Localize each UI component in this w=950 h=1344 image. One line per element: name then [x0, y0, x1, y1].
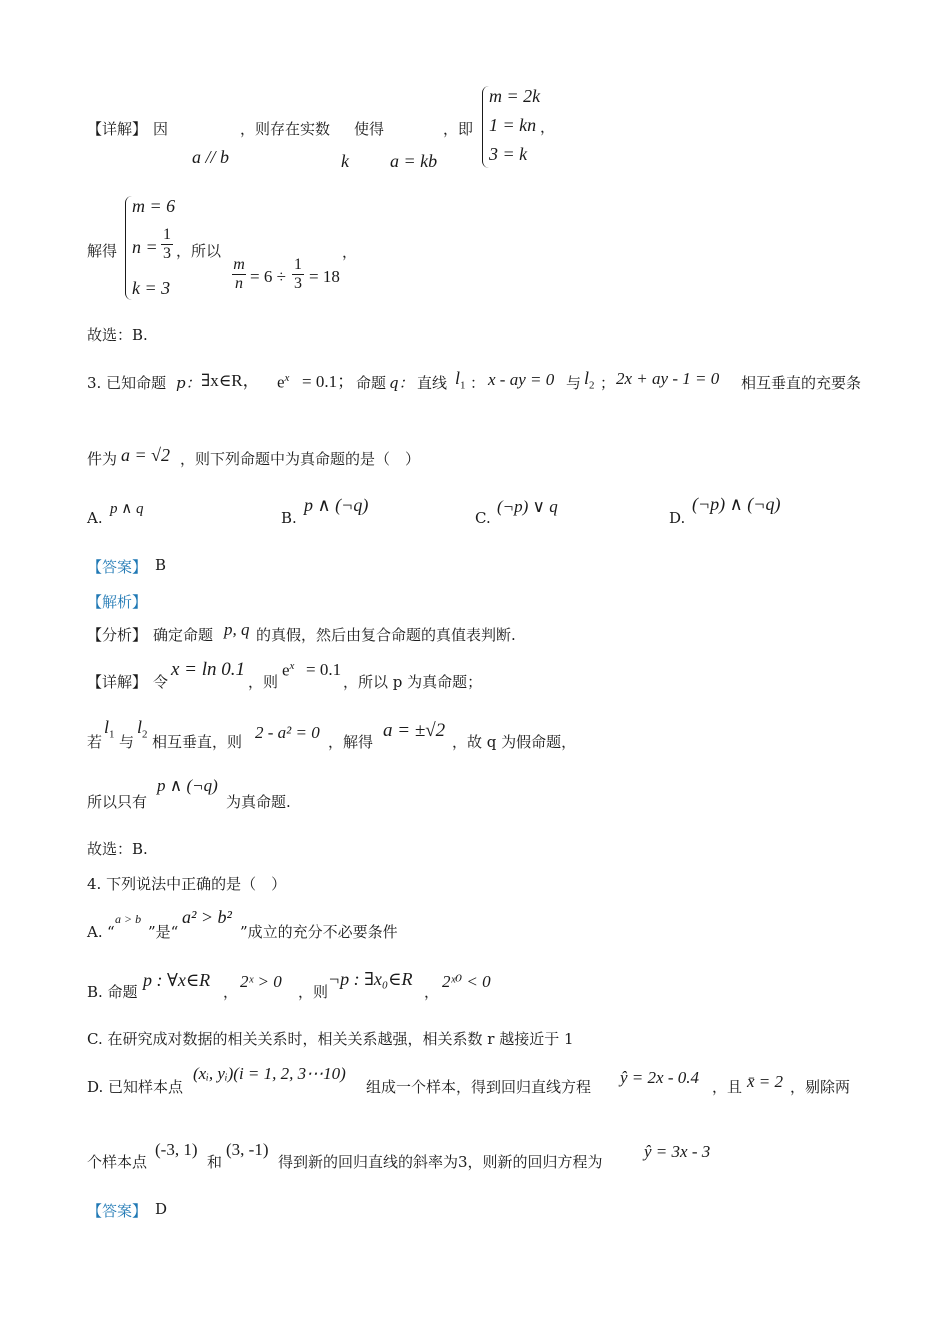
- frac-num: 1: [163, 226, 171, 243]
- math-l: l: [104, 717, 110, 737]
- math-parallel: a // b: [192, 147, 230, 167]
- choice-text: 故选：B.: [87, 326, 148, 344]
- frac-den: 3: [294, 275, 302, 292]
- option-label: D.: [669, 509, 686, 527]
- math-expr: ŷ = 3x - 3: [644, 1142, 711, 1161]
- detail-text: 令: [153, 673, 169, 691]
- option-text: ，且: [712, 1078, 743, 1096]
- system-eq: 1 = kn: [489, 115, 537, 135]
- math-e: e: [282, 660, 290, 680]
- fenxi-label: 【分析】: [87, 626, 148, 644]
- detail-text: 使得: [354, 120, 385, 138]
- choice-text: 故选：B.: [87, 840, 148, 858]
- math-exp: [277, 372, 289, 393]
- so-text: ，所以: [176, 242, 222, 260]
- q3-p: p：: [176, 374, 201, 392]
- math-l2: [137, 717, 148, 742]
- detail-label: 【详解】: [87, 673, 148, 691]
- answer-value: B: [155, 556, 167, 574]
- math-x: x = ln 0.1: [171, 659, 246, 680]
- analysis-label: 【解析】: [87, 593, 148, 611]
- system-brace: [125, 196, 132, 300]
- system-eq: m = 6: [132, 196, 176, 216]
- detail-text: ，则存在实数: [240, 120, 331, 138]
- math-exists: ∃x∈R，: [201, 371, 260, 390]
- math-expr: ŷ = 2x - 0.4: [620, 1068, 699, 1087]
- math-expr: p ∧ (¬q): [157, 776, 218, 795]
- detail-text: ，则: [248, 673, 279, 691]
- option-text: 得到新的回归直线的斜率为3，则新的回归方程为: [278, 1153, 603, 1171]
- option-expr: p ∧ q: [110, 501, 144, 517]
- math-expr: (-3, 1): [155, 1140, 198, 1159]
- math-expr: (3, -1): [226, 1140, 269, 1159]
- answer-value: D: [155, 1200, 168, 1218]
- option-text: ”成立的充分不必要条件: [240, 923, 398, 941]
- detail-label: 【详解】: [87, 120, 148, 138]
- system-eq: m = 2k: [489, 86, 541, 106]
- q3-stem: 直线: [417, 374, 448, 392]
- option-text: ，: [424, 983, 440, 1001]
- system-eq: k = 3: [132, 278, 171, 298]
- option-expr: (¬p) ∧ (¬q): [692, 494, 781, 514]
- detail-text: 为真命题.: [226, 793, 291, 811]
- fraction: [161, 226, 173, 263]
- solve-text: 解得: [87, 242, 118, 260]
- math-expr: 2ˣ > 0: [240, 972, 282, 991]
- option-text: ”是“: [148, 923, 179, 941]
- math-expr: a > b: [115, 912, 142, 926]
- fraction: [292, 256, 304, 293]
- math-pq: p, q: [224, 620, 250, 639]
- q3-stem: ，则下列命题中为真命题的是（ ）: [180, 450, 421, 468]
- answer-label: 【答案】: [87, 558, 148, 576]
- system-eq: n =: [132, 237, 158, 257]
- option-text: “: [107, 923, 115, 941]
- comma: ，: [342, 243, 358, 261]
- detail-text: ，故 q 为假命题，: [452, 733, 577, 751]
- option-text: 和: [207, 1153, 223, 1171]
- option-label: A.: [87, 923, 103, 941]
- math-result: = 18: [309, 267, 340, 286]
- math-l1: [104, 717, 115, 742]
- detail-text: 与: [119, 733, 135, 751]
- fraction-mn: [232, 256, 246, 293]
- math-sub: 2: [142, 728, 148, 741]
- math-l1: [455, 368, 466, 393]
- detail-text: 相互垂直，则: [152, 733, 243, 751]
- math-k: k: [341, 151, 349, 171]
- math-eq2: 2x + ay - 1 = 0: [616, 369, 720, 388]
- detail-text: ，所以 p 为真命题；: [343, 673, 483, 691]
- option-text: ，: [223, 983, 239, 1001]
- option-label: B. 命题: [87, 983, 138, 1001]
- math-exp-val: = 0.1: [306, 660, 342, 679]
- colon: ；: [600, 374, 616, 392]
- frac-num: 1: [294, 256, 302, 273]
- option-label: C.: [475, 509, 491, 527]
- option-label: D. 已知样本点: [87, 1078, 184, 1096]
- math-l: l: [137, 717, 143, 737]
- option-text: 个样本点: [87, 1153, 148, 1171]
- option-text: ，剔除两: [790, 1078, 851, 1096]
- fenxi-text: 确定命题: [153, 626, 214, 644]
- math-sup: x: [284, 372, 290, 384]
- math-expr: p : ∀x∈R: [143, 970, 211, 990]
- math-sub: 1: [109, 728, 115, 741]
- q3-stem: 命题: [356, 374, 387, 392]
- math-expr: x̄ = 2: [747, 1072, 784, 1091]
- comma: ，: [540, 118, 556, 136]
- math-expr: ¬p : ∃x₀∈R: [328, 969, 413, 989]
- math-sol: a = ±√2: [383, 720, 446, 741]
- math-l2: [584, 368, 595, 393]
- detail-text: ，即: [443, 120, 474, 138]
- math-exp-val: = 0.1；: [302, 372, 355, 391]
- math-expr: 2ˣ⁰ < 0: [442, 972, 491, 991]
- detail-text: ，解得: [328, 733, 374, 751]
- option-label: B.: [281, 509, 297, 527]
- option-expr: (¬p) ∨ q: [497, 497, 558, 516]
- math-sub: 2: [589, 379, 595, 392]
- q3-stem: 相互垂直的充要条: [741, 374, 862, 392]
- math-sub: 1: [460, 379, 466, 392]
- math-eq: 2 - a² = 0: [255, 723, 320, 742]
- option-expr: p ∧ (¬q): [304, 495, 369, 515]
- math-l: l: [584, 368, 590, 388]
- detail-text: 所以只有: [87, 793, 148, 811]
- colon: ：: [470, 374, 486, 392]
- math-expr: (xᵢ, yᵢ)(i = 1, 2, 3⋯10): [193, 1064, 346, 1083]
- fenxi-text: 的真假，然后由复合命题的真值表判断.: [256, 626, 516, 644]
- math-eq1: x - ay = 0: [488, 370, 555, 389]
- q3-stem: 与: [566, 374, 582, 392]
- math-expr: a² > b²: [182, 907, 232, 927]
- option-text: ，则: [298, 983, 329, 1001]
- q4-stem: 4. 下列说法中正确的是（ ）: [87, 875, 287, 893]
- frac-num: m: [233, 256, 245, 273]
- option-label: A.: [87, 509, 103, 527]
- math-akb: a = kb: [390, 151, 438, 171]
- math-sup: x: [289, 660, 295, 672]
- math-cond: a = √2: [121, 445, 171, 465]
- frac-den: n: [232, 274, 246, 293]
- detail-text: 若: [87, 733, 103, 751]
- q3-stem: 3. 已知命题: [87, 374, 167, 392]
- math-div: = 6 ÷: [250, 267, 286, 286]
- option-text: C. 在研究成对数据的相关关系时，相关关系越强，相关系数 r 越接近于 1: [87, 1030, 574, 1048]
- system-eq: 3 = k: [489, 144, 528, 164]
- option-text: 组成一个样本，得到回归直线方程: [366, 1078, 592, 1096]
- answer-label: 【答案】: [87, 1202, 148, 1220]
- q3-q: q：: [389, 374, 414, 392]
- detail-text: 因: [153, 120, 169, 138]
- system-brace: [482, 86, 489, 168]
- math-exp: [282, 660, 294, 681]
- math-l: l: [455, 368, 461, 388]
- q3-stem: 件为: [87, 450, 118, 468]
- frac-den: 3: [163, 245, 171, 262]
- math-e: e: [277, 372, 285, 392]
